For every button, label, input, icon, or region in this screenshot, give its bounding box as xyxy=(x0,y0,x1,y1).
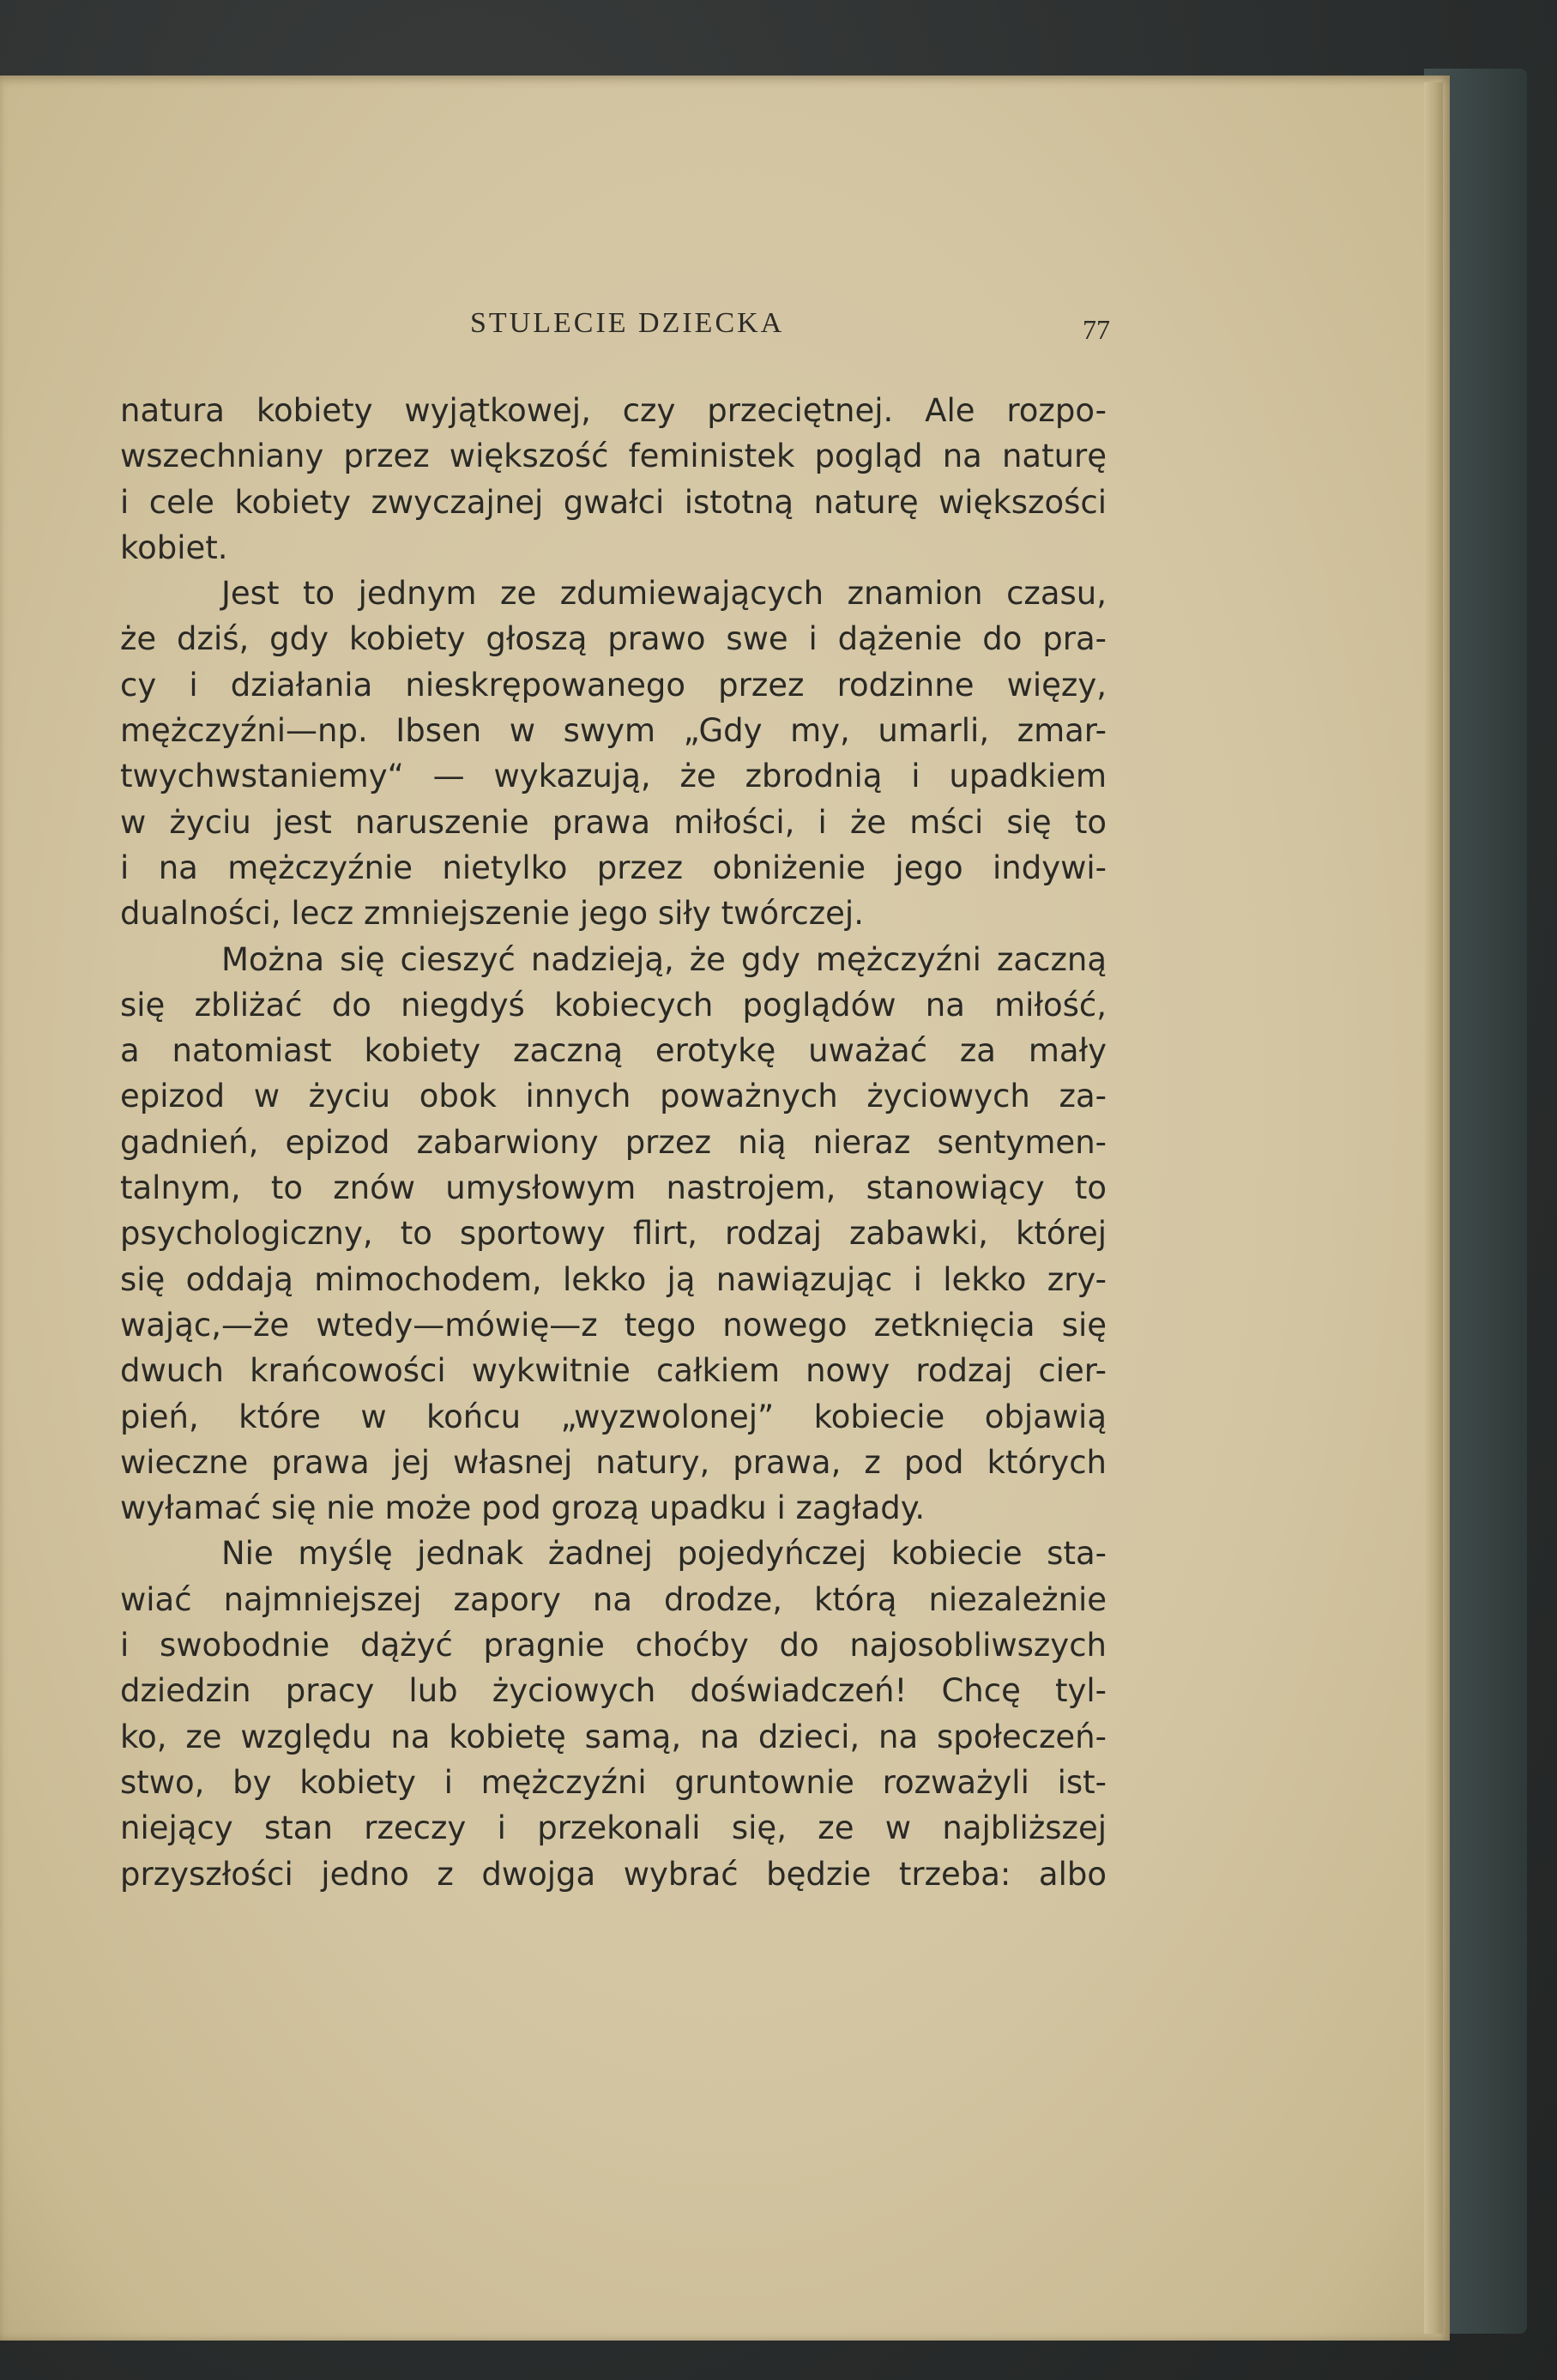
text-line: pień, które w końcu „wyzwolonej” kobiecie objawią xyxy=(120,1398,1107,1435)
text-line: przyszłości jedno z dwojga wybrać będzie trzeba: albo xyxy=(120,1855,1107,1893)
text-line: talnym, to znów umysłowym nastrojem, stanowiący to xyxy=(120,1169,1107,1207)
text-line: psychologiczny, to sportowy flirt, rodzaj zabawki, której xyxy=(120,1215,1107,1253)
text-line: dwuch krańcowości wykwitnie całkiem nowy rodzaj cier- xyxy=(120,1352,1107,1390)
text-line: w życiu jest naruszenie prawa miłości, i że mści się to xyxy=(120,803,1107,841)
text-line: Można się cieszyć nadzieją, że gdy mężczyźni zaczną xyxy=(221,940,1107,978)
text-line: i cele kobiety zwyczajnej gwałci istotną naturę większości xyxy=(120,483,1107,521)
text-line: wszechniany przez większość feministek pogląd na naturę xyxy=(120,438,1107,475)
text-line: epizod w życiu obok innych poważnych życiowych za- xyxy=(120,1078,1107,1115)
paragraph-4 xyxy=(120,1531,1107,1896)
text-line: wieczne prawa jej własnej natury, prawa, z pod których xyxy=(120,1443,1107,1481)
text-line: wyłamać się nie może pod grozą upadku i zagłady. xyxy=(120,1489,926,1527)
text-line: wiać najmniejszej zapory na drodze, którą niezależnie xyxy=(120,1580,1107,1618)
text-line: wając,—że wtedy—mówię—z tego nowego zetknięcia się xyxy=(120,1306,1107,1344)
text-line: że dziś, gdy kobiety głoszą prawo swe i dążenie do pra- xyxy=(120,620,1107,658)
text-line: gadnień, epizod zabarwiony przez nią nieraz sentymen- xyxy=(120,1123,1107,1161)
body-text xyxy=(120,388,1107,1897)
text-line: się oddają mimochodem, lekko ją nawiązując i lekko zry- xyxy=(120,1260,1107,1298)
text-line: mężczyźni—np. Ibsen w swym „Gdy my, umarli, zmar- xyxy=(120,712,1107,750)
text-line: i na mężczyźnie nietylko przez obniżenie jego indywi- xyxy=(120,849,1107,886)
text-line: a natomiast kobiety zaczną erotykę uważać za mały xyxy=(120,1032,1107,1070)
paragraph-1 xyxy=(120,388,1107,571)
text-line: dziedzin pracy lub życiowych doświadczeń! Chcę tyl- xyxy=(120,1672,1107,1710)
paragraph-2 xyxy=(120,571,1107,936)
text-line: kobiet. xyxy=(120,529,228,566)
page-edge xyxy=(1424,82,1443,2334)
running-title: STULECIE DZIECKA xyxy=(470,307,785,339)
text-line: i swobodnie dążyć pragnie choćby do najosobliwszych xyxy=(120,1627,1107,1664)
text-line: natura kobiety wyjątkowej, czy przeciętnej. Ale rozpo- xyxy=(120,392,1107,429)
paragraph-3 xyxy=(120,937,1107,1531)
text-line: Jest to jednym ze zdumiewających znamion czasu, xyxy=(221,575,1107,613)
text-line: Nie myślę jednak żadnej pojedyńczej kobiecie sta- xyxy=(221,1535,1107,1573)
text-line: ko, ze względu na kobietę samą, na dzieci, na społeczeń- xyxy=(120,1718,1107,1755)
text-line: się zbliżać do niegdyś kobiecych poglądów na miłość, xyxy=(120,986,1107,1024)
text-line: niejący stan rzeczy i przekonali się, ze w najbliższej xyxy=(120,1809,1107,1847)
text-line: stwo, by kobiety i mężczyźni gruntownie rozważyli ist- xyxy=(120,1763,1107,1801)
text-line: dualności, lecz zmniejszenie jego siły twórczej. xyxy=(120,895,864,933)
text-line: twychwstaniemy“ — wykazują, że zbrodnią i upadkiem xyxy=(120,758,1107,795)
page-number: 77 xyxy=(1083,314,1110,345)
text-line: cy i działania nieskrępowanego przez rodzinne więzy, xyxy=(120,666,1107,704)
